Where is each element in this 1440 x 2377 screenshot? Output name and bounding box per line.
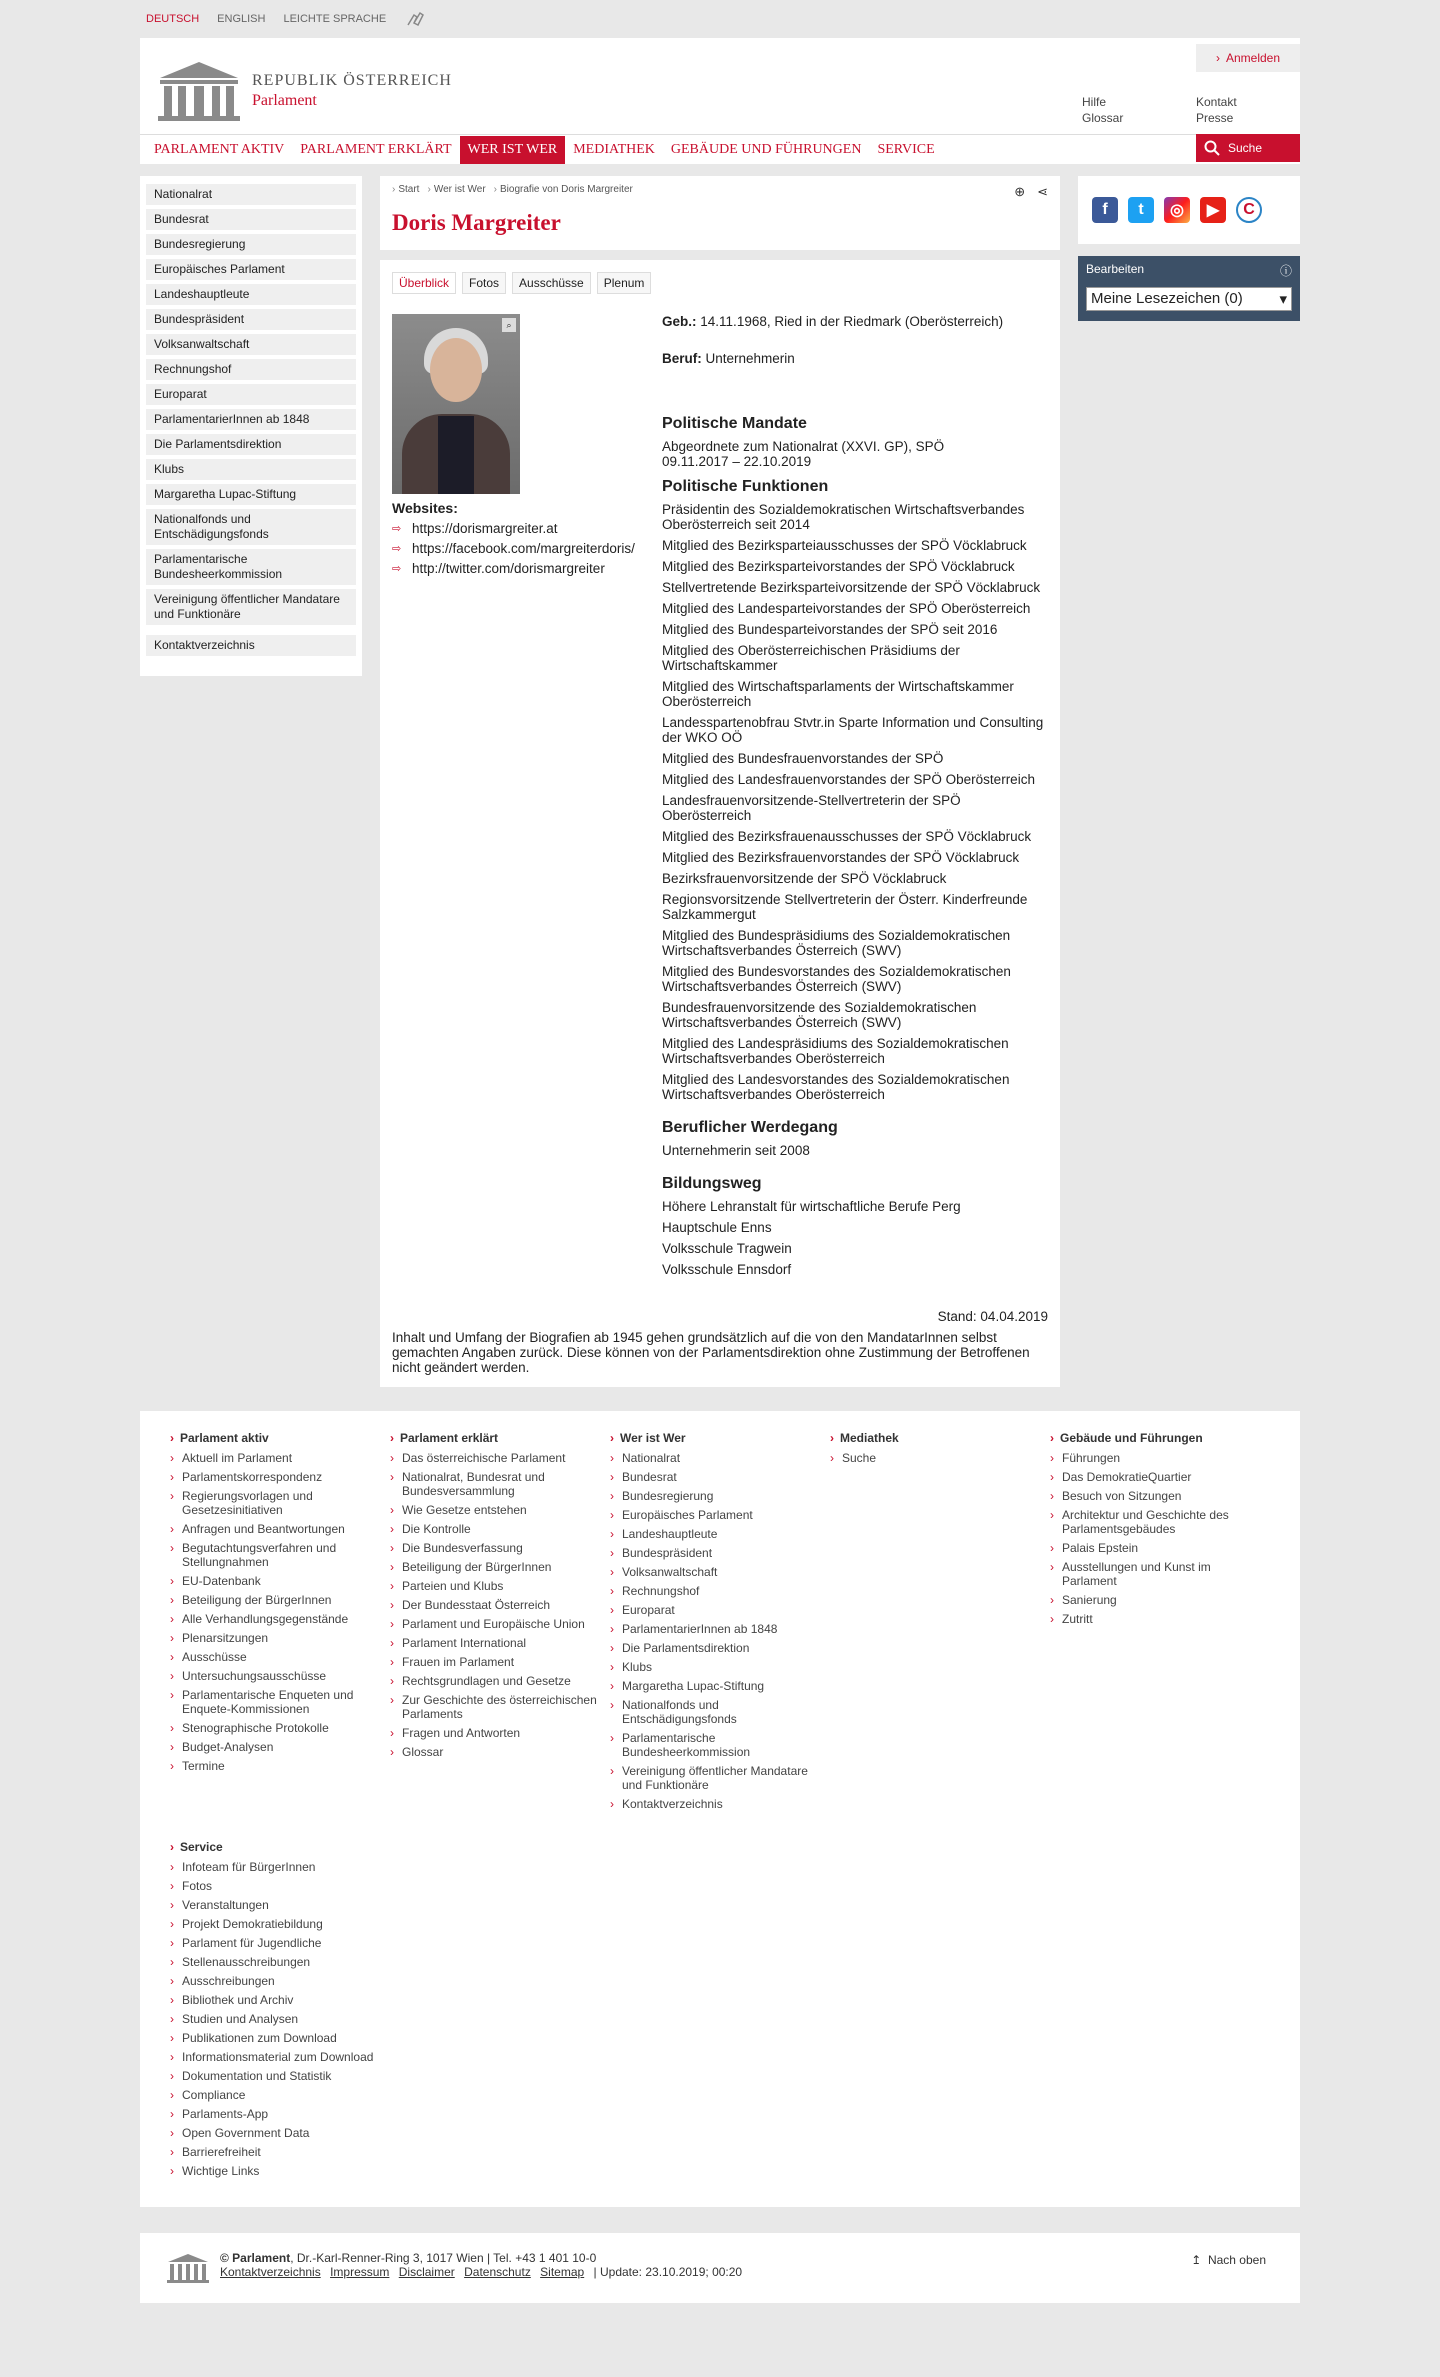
footer-link[interactable]: › Nationalrat <box>610 1451 818 1465</box>
footer-link[interactable]: › Der Bundesstaat Österreich <box>390 1598 598 1612</box>
footer-link[interactable]: › Ausschüsse <box>170 1650 378 1664</box>
bookmark-add-icon[interactable]: ⊕ <box>1014 184 1026 199</box>
leftnav-item[interactable]: Bundesregierung <box>146 234 356 255</box>
tab-plenum[interactable]: Plenum <box>597 272 652 294</box>
function-entry: Mitglied des Oberösterreichischen Präsidiums der Wirtschaftskammer <box>662 643 960 673</box>
leftnav-item[interactable]: Klubs <box>146 459 356 480</box>
info-icon[interactable]: ⓘ <box>1279 264 1292 278</box>
press-link[interactable]: Presse <box>1196 111 1234 125</box>
parliament-logo[interactable] <box>156 60 452 122</box>
biography-info <box>662 314 1048 1283</box>
footer-link[interactable]: › Compliance <box>170 2088 380 2102</box>
function-entry: Mitglied des Wirtschaftsparlaments der Wirtschaftskammer Oberösterreich <box>662 679 1014 709</box>
mandate-heading: Politische Mandate <box>662 415 807 432</box>
footer-link[interactable]: › Anfragen und Beantwortungen <box>170 1522 378 1536</box>
footer-link[interactable]: › Bundesregierung <box>610 1489 818 1503</box>
footer-link[interactable]: › Infoteam für BürgerInnen <box>170 1860 380 1874</box>
footer-link[interactable]: › Parlament für Jugendliche <box>170 1936 380 1950</box>
functions-list <box>662 502 1048 1102</box>
logo-title: REPUBLIK ÖSTERREICH <box>252 72 452 89</box>
footer-link[interactable]: › Fragen und Antworten <box>390 1726 598 1740</box>
footer-link[interactable]: › Termine <box>170 1759 378 1773</box>
title-box <box>380 176 1060 250</box>
footer-heading[interactable]: › Parlament erklärt <box>390 1431 598 1445</box>
function-entry: Mitglied des Bezirksparteiausschusses der SPÖ Vöcklabruck <box>662 538 1027 553</box>
footer-link[interactable]: › Europarat <box>610 1603 818 1617</box>
copyright-line: © Parlament, Dr.-Karl-Renner-Ring 3, 1017 Wien | Tel. +43 1 401 10-0 <box>220 2251 597 2265</box>
nav-wer-ist-wer[interactable]: WER IST WER <box>460 136 566 164</box>
footer-link[interactable]: › Volksanwaltschaft <box>610 1565 818 1579</box>
footer-link[interactable]: › Rechnungshof <box>610 1584 818 1598</box>
meta-links-contact <box>1196 94 1237 126</box>
main-navigation <box>140 134 1300 164</box>
site-header <box>140 38 1300 164</box>
footer-column <box>1050 1431 1270 1816</box>
footer-link[interactable]: › Stellenausschreibungen <box>170 1955 380 1969</box>
footer-link[interactable]: › Nationalrat, Bundesrat und Bundesversammlung <box>390 1470 598 1498</box>
login-button[interactable] <box>1196 44 1300 72</box>
update-info: | Update: 23.10.2019; 00:20 <box>593 2265 743 2279</box>
footer-link[interactable]: › Glossar <box>390 1745 598 1759</box>
footer-link[interactable]: › ParlamentarierInnen ab 1848 <box>610 1622 818 1636</box>
footer-link[interactable]: › Fotos <box>170 1879 380 1893</box>
lang-english[interactable]: ENGLISH <box>217 13 266 25</box>
breadcrumb-wer-ist-wer[interactable]: › Wer ist Wer <box>427 184 485 202</box>
search-icon <box>1204 140 1220 156</box>
search-label: Suche <box>1228 141 1263 155</box>
login-label: Anmelden <box>1225 51 1281 65</box>
footer-link[interactable]: › Budget-Analysen <box>170 1740 378 1754</box>
leftnav-item[interactable]: Parlamentarische Bundesheerkommission <box>146 549 356 585</box>
footer-link[interactable]: › Architektur und Geschichte des Parlamentsgebäudes <box>1050 1508 1258 1536</box>
leftnav-item[interactable]: Bundesrat <box>146 209 356 230</box>
leftnav-item[interactable]: ParlamentarierInnen ab 1848 <box>146 409 356 430</box>
left-navigation <box>140 176 362 676</box>
profession-info: Beruf: Unternehmerin <box>662 351 795 366</box>
leftnav-item[interactable]: Rechnungshof <box>146 359 356 380</box>
footer-link[interactable]: › Studien und Analysen <box>170 2012 380 2026</box>
footer-link[interactable]: › Informationsmaterial zum Download <box>170 2050 380 2064</box>
biography-disclaimer: Inhalt und Umfang der Biografien ab 1945 gehen grundsätzlich auf die von den MandatarInnen selbst gemachten Angaben zurück. Diese können von der Parlamentsdirektion ohne Zustimmung der Betroffenen nicht geändert werden. <box>392 1330 1030 1375</box>
footer-link[interactable]: › Plenarsitzungen <box>170 1631 378 1645</box>
education-entry: Hauptschule Enns <box>662 1220 772 1235</box>
leftnav-item[interactable]: Nationalfonds und Entschädigungsfonds <box>146 509 356 545</box>
bottom-bar <box>140 2233 1300 2303</box>
share-icon[interactable]: ⋖ <box>1037 184 1048 199</box>
footer-link[interactable]: › Zur Geschichte des österreichischen Parlaments <box>390 1693 598 1721</box>
page-tools <box>1014 184 1048 200</box>
website-link[interactable]: ⇨ https://dorismargreiter.at <box>392 521 558 536</box>
footer-link[interactable]: › Veranstaltungen <box>170 1898 380 1912</box>
footer-column-service <box>170 1840 392 2178</box>
footer-link[interactable]: › Ausstellungen und Kunst im Parlament <box>1050 1560 1258 1588</box>
external-link-icon: ⇨ <box>392 543 402 555</box>
function-entry: Mitglied des Landespräsidiums des Sozialdemokratischen Wirtschaftsverbandes Oberösterreich <box>662 1036 1009 1066</box>
parliament-building-icon[interactable] <box>166 2253 210 2285</box>
footer-link[interactable]: › Begutachtungsverfahren und Stellungnahmen <box>170 1541 378 1569</box>
chevron-right-icon: › <box>1215 51 1220 65</box>
website-link[interactable]: ⇨ https://facebook.com/margreiterdoris/ <box>392 541 635 556</box>
footer-link[interactable]: › Parlaments-App <box>170 2107 380 2121</box>
legal-links <box>220 2265 1300 2279</box>
disclaimer-link[interactable]: Disclaimer <box>398 2265 455 2279</box>
right-sidebar <box>1078 176 1300 321</box>
function-entry: Stellvertretende Bezirksparteivorsitzende der SPÖ Vöcklabruck <box>662 580 1041 595</box>
footer-column <box>170 1431 390 1816</box>
function-entry: Landesfrauenvorsitzende-Stellvertreterin der SPÖ Oberösterreich <box>662 793 961 823</box>
footer-heading[interactable]: › Parlament aktiv <box>170 1431 378 1445</box>
career-entry: Unternehmerin seit 2008 <box>662 1143 810 1158</box>
footer-link[interactable]: › Bundespräsident <box>610 1546 818 1560</box>
function-entry: Mitglied des Bundesparteivorstandes der SPÖ seit 2016 <box>662 622 998 637</box>
footer-link[interactable]: › Bibliothek und Archiv <box>170 1993 380 2007</box>
footer-link[interactable]: › Bundesrat <box>610 1470 818 1484</box>
glossary-link[interactable]: Glossar <box>1082 111 1124 125</box>
footer-link[interactable]: › Suche <box>830 1451 1038 1465</box>
nav-gebaeude[interactable]: GEBÄUDE UND FÜHRUNGEN <box>670 141 862 157</box>
footer-link[interactable]: › EU-Datenbank <box>170 1574 378 1588</box>
footer-link[interactable]: › Nationalfonds und Entschädigungsfonds <box>610 1698 818 1726</box>
footer-link[interactable]: › Vereinigung öffentlicher Mandatare und Funktionäre <box>610 1764 818 1792</box>
youtube-icon[interactable]: ▶ <box>1200 197 1226 223</box>
privacy-link[interactable]: Datenschutz <box>464 2265 531 2279</box>
nav-mediathek[interactable]: MEDIATHEK <box>573 141 655 157</box>
main-content <box>380 176 1060 1387</box>
footer-link[interactable]: › Dokumentation und Statistik <box>170 2069 380 2083</box>
website-link[interactable]: ⇨ http://twitter.com/dorismargreiter <box>392 561 605 576</box>
footer-link[interactable]: › Parlamentarische Bundesheerkommission <box>610 1731 818 1759</box>
footer-link[interactable]: › Die Parlamentsdirektion <box>610 1641 818 1655</box>
function-entry: Mitglied des Landesparteivorstandes der SPÖ Oberösterreich <box>662 601 1031 616</box>
footer-link[interactable]: › Sanierung <box>1050 1593 1258 1607</box>
footer-link[interactable]: › Landeshauptleute <box>610 1527 818 1541</box>
bookmarks-panel <box>1078 256 1300 321</box>
contact-link[interactable]: Kontakt <box>1196 95 1237 109</box>
leftnav-item[interactable]: Nationalrat <box>146 184 356 205</box>
function-entry: Landesspartenobfrau Stvtr.in Sparte Information und Consulting der WKO OÖ <box>662 715 1044 745</box>
footer-link[interactable]: › Führungen <box>1050 1451 1258 1465</box>
breadcrumb-start[interactable]: › Start <box>392 184 419 202</box>
lang-deutsch[interactable]: DEUTSCH <box>146 13 200 25</box>
external-link-icon: ⇨ <box>392 563 402 575</box>
footer-link[interactable]: › Das österreichische Parlament <box>390 1451 598 1465</box>
function-entry: Mitglied des Bezirksfrauenausschusses der SPÖ Vöcklabruck <box>662 829 1032 844</box>
nav-service[interactable]: SERVICE <box>877 141 935 157</box>
nav-parlament-erklaert[interactable]: PARLAMENT ERKLÄRT <box>300 141 452 157</box>
parliament-building-icon <box>156 60 242 122</box>
instagram-icon[interactable]: ◎ <box>1164 197 1190 223</box>
education-entry: Volksschule Tragwein <box>662 1241 792 1256</box>
footer-link[interactable]: › Frauen im Parlament <box>390 1655 598 1669</box>
search-button[interactable] <box>1196 134 1300 162</box>
leftnav-item[interactable]: Europarat <box>146 384 356 405</box>
chevron-down-icon: ▾ <box>1279 291 1287 308</box>
footer-link[interactable]: › Parlament und Europäische Union <box>390 1617 598 1631</box>
footer-link[interactable]: › Besuch von Sitzungen <box>1050 1489 1258 1503</box>
social-links <box>1078 176 1300 244</box>
footer-link[interactable]: › Die Bundesverfassung <box>390 1541 598 1555</box>
footer-column <box>390 1431 610 1816</box>
page-title: Doris Margreiter <box>392 210 561 235</box>
back-to-top-link[interactable]: ↥ Nach oben <box>1191 2253 1266 2267</box>
zoom-icon[interactable]: ⌕ <box>502 318 516 332</box>
footer-link[interactable]: › Publikationen zum Download <box>170 2031 380 2045</box>
meta-links-help <box>1082 94 1123 126</box>
footer-link[interactable]: › Projekt Demokratiebildung <box>170 1917 380 1931</box>
logo-subtitle: Parlament <box>252 92 317 109</box>
footer-link[interactable]: › Wie Gesetze entstehen <box>390 1503 598 1517</box>
portrait-photo[interactable] <box>392 314 520 494</box>
function-entry: Mitglied des Landesfrauenvorstandes der SPÖ Oberösterreich <box>662 772 1035 787</box>
lang-leichte-sprache[interactable]: LEICHTE SPRACHE <box>283 13 387 25</box>
function-entry: Mitglied des Bundesvorstandes des Sozialdemokratischen Wirtschaftsverbandes Österreich (SWV) <box>662 964 1011 994</box>
function-entry: Mitglied des Landesvorstandes des Sozialdemokratischen Wirtschaftsverbandes Oberösterreich <box>662 1072 1010 1102</box>
arrow-up-icon: ↥ <box>1191 2253 1202 2267</box>
leftnav-item[interactable]: Landeshauptleute <box>146 284 356 305</box>
sign-language-icon[interactable] <box>404 9 430 29</box>
leftnav-item[interactable]: Vereinigung öffentlicher Mandatare und Funktionäre <box>146 589 356 625</box>
imprint-link[interactable]: Impressum <box>330 2265 390 2279</box>
leftnav-item[interactable]: Margaretha Lupac-Stiftung <box>146 484 356 505</box>
functions-heading: Politische Funktionen <box>662 478 829 495</box>
footer-link[interactable]: › Regierungsvorlagen und Gesetzesinitiativen <box>170 1489 378 1517</box>
footer-link[interactable]: › Parlament International <box>390 1636 598 1650</box>
footer-link[interactable]: › Beteiligung der BürgerInnen <box>390 1560 598 1574</box>
footer-link[interactable]: › Die Kontrolle <box>390 1522 598 1536</box>
footer-link[interactable]: › Rechtsgrundlagen und Gesetze <box>390 1674 598 1688</box>
websites-heading: Websites: <box>392 500 458 516</box>
footer-link[interactable]: › Parteien und Klubs <box>390 1579 598 1593</box>
site-footer <box>140 1411 1300 2207</box>
tab-fotos[interactable]: Fotos <box>462 272 506 294</box>
function-entry: Bundesfrauenvorsitzende des Sozialdemokratischen Wirtschaftsverbandes Österreich (SWV) <box>662 1000 977 1030</box>
function-entry: Regionsvorsitzende Stellvertreterin der Österr. Kinderfreunde Salzkammergut <box>662 892 1028 922</box>
tab-ueberblick[interactable]: Überblick <box>392 272 456 294</box>
leftnav-item[interactable]: Bundespräsident <box>146 309 356 330</box>
bookmarks-select[interactable]: Meine Lesezeichen (0) ▾ <box>1086 287 1292 311</box>
help-link[interactable]: Hilfe <box>1082 95 1107 109</box>
tab-bar <box>392 272 1048 294</box>
external-link-icon: ⇨ <box>392 523 402 535</box>
footer-heading[interactable]: › Gebäude und Führungen <box>1050 1431 1258 1445</box>
function-entry: Mitglied des Bezirksparteivorstandes der SPÖ Vöcklabruck <box>662 559 1015 574</box>
leftnav-item[interactable]: Kontaktverzeichnis <box>146 635 356 656</box>
footer-link[interactable]: › Stenographische Protokolle <box>170 1721 378 1735</box>
function-entry: Präsidentin des Sozialdemokratischen Wirtschaftsverbandes Oberösterreich seit 2014 <box>662 502 1025 532</box>
birth-info: Geb.: 14.11.1968, Ried in der Riedmark (Oberösterreich) <box>662 314 1004 329</box>
footer-column <box>610 1431 830 1816</box>
footer-link[interactable]: › Das DemokratieQuartier <box>1050 1470 1258 1484</box>
footer-link[interactable]: › Klubs <box>610 1660 818 1674</box>
mandate-entry: Abgeordnete zum Nationalrat (XXVI. GP), SPÖ 09.11.2017 – 22.10.2019 <box>662 439 945 469</box>
footer-heading[interactable]: › Service <box>170 1840 380 1854</box>
facebook-icon[interactable]: f <box>1092 197 1118 223</box>
language-bar <box>140 0 1300 38</box>
footer-link[interactable]: › Parlamentarische Enqueten und Enquete-Kommissionen <box>170 1688 378 1716</box>
footer-link[interactable]: › Kontaktverzeichnis <box>610 1797 818 1811</box>
leftnav-item[interactable]: Volksanwaltschaft <box>146 334 356 355</box>
leftnav-item[interactable]: Die Parlamentsdirektion <box>146 434 356 455</box>
footer-link[interactable]: › Beteiligung der BürgerInnen <box>170 1593 378 1607</box>
footer-column <box>830 1431 1050 1816</box>
function-entry: Mitglied des Bundesfrauenvorstandes der SPÖ <box>662 751 944 766</box>
nav-parlament-aktiv[interactable]: PARLAMENT AKTIV <box>154 141 285 157</box>
footer-link[interactable]: › Europäisches Parlament <box>610 1508 818 1522</box>
footer-link[interactable]: › Barrierefreiheit <box>170 2145 380 2159</box>
footer-link[interactable]: › Alle Verhandlungsgegenstände <box>170 1612 378 1626</box>
edit-label[interactable]: Bearbeiten <box>1086 262 1145 276</box>
footer-link[interactable]: › Margaretha Lupac-Stiftung <box>610 1679 818 1693</box>
contact-directory-link[interactable]: Kontaktverzeichnis <box>220 2265 321 2279</box>
function-entry: Bezirksfrauenvorsitzende der SPÖ Vöcklabruck <box>662 871 947 886</box>
footer-link[interactable]: › Parlamentskorrespondenz <box>170 1470 378 1484</box>
career-heading: Beruflicher Werdegang <box>662 1119 838 1136</box>
function-entry: Mitglied des Bundespräsidiums des Sozialdemokratischen Wirtschaftsverbandes Österreich (SWV) <box>662 928 1011 958</box>
breadcrumb-current: › Biografie von Doris Margreiter <box>494 184 633 202</box>
app-icon[interactable]: C <box>1236 197 1262 223</box>
footer-link[interactable]: › Zutritt <box>1050 1612 1258 1626</box>
footer-link[interactable]: › Ausschreibungen <box>170 1974 380 1988</box>
education-entry: Volksschule Ennsdorf <box>662 1262 792 1277</box>
biography-box <box>380 260 1060 1387</box>
footer-heading[interactable]: › Mediathek <box>830 1431 1038 1445</box>
education-entry: Höhere Lehranstalt für wirtschaftliche Berufe Perg <box>662 1199 961 1214</box>
footer-link[interactable]: › Wichtige Links <box>170 2164 380 2178</box>
footer-link[interactable]: › Aktuell im Parlament <box>170 1451 378 1465</box>
twitter-icon[interactable]: t <box>1128 197 1154 223</box>
last-updated: Stand: 04.04.2019 <box>937 1309 1048 1324</box>
sitemap-link[interactable]: Sitemap <box>540 2265 585 2279</box>
education-heading: Bildungsweg <box>662 1175 762 1192</box>
footer-link[interactable]: › Untersuchungsausschüsse <box>170 1669 378 1683</box>
leftnav-item[interactable]: Europäisches Parlament <box>146 259 356 280</box>
tab-ausschuesse[interactable]: Ausschüsse <box>512 272 591 294</box>
function-entry: Mitglied des Bezirksfrauenvorstandes der SPÖ Vöcklabruck <box>662 850 1020 865</box>
footer-link[interactable]: › Open Government Data <box>170 2126 380 2140</box>
footer-heading[interactable]: › Wer ist Wer <box>610 1431 818 1445</box>
footer-link[interactable]: › Palais Epstein <box>1050 1541 1258 1555</box>
breadcrumb <box>380 176 1060 202</box>
